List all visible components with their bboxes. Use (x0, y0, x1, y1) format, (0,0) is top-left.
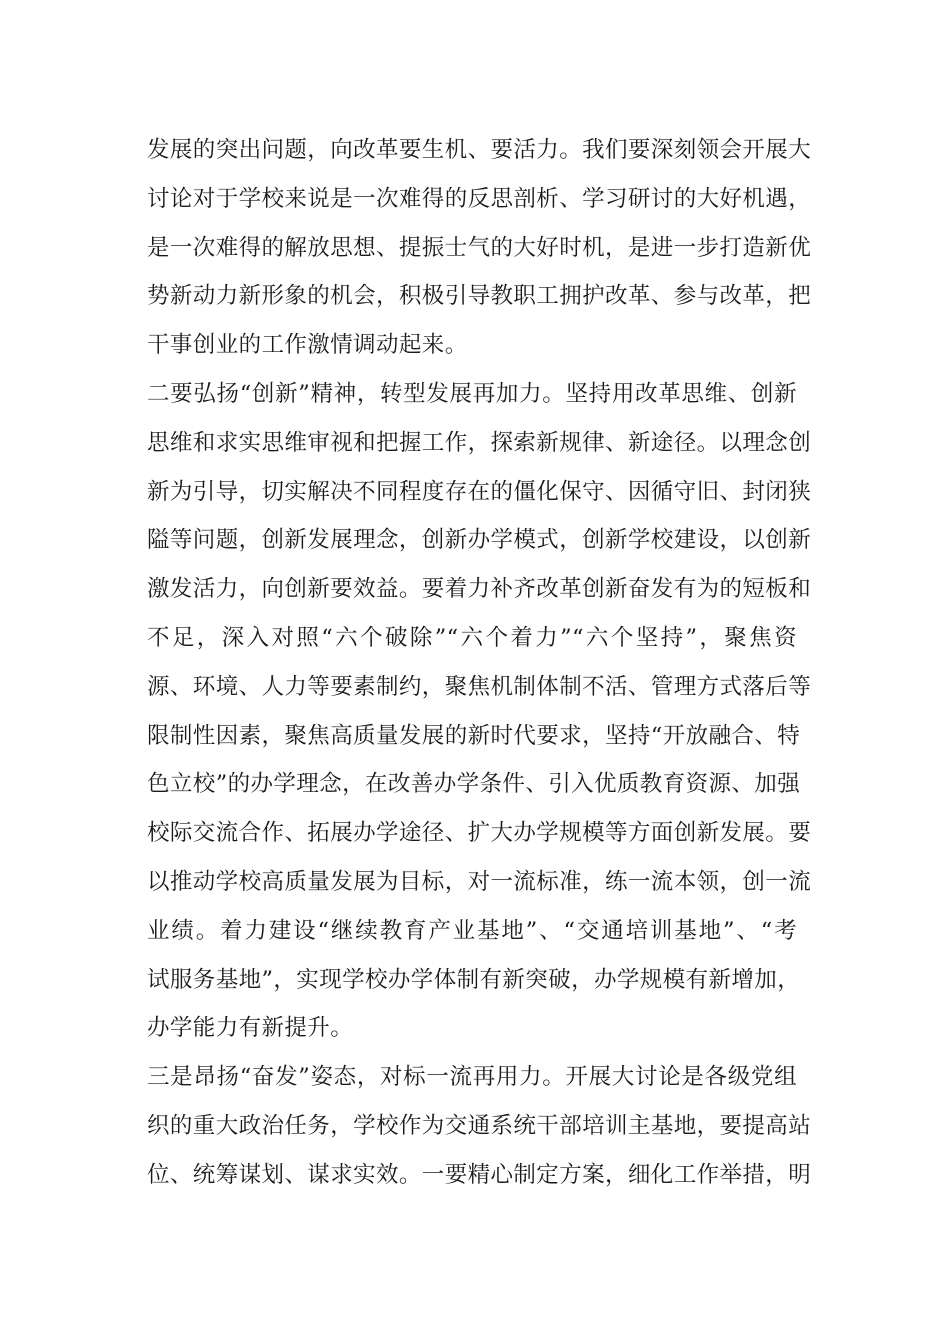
text-line: 织的重大政治任务，学校作为交通系统干部培训主基地，要提高站 (147, 1112, 812, 1139)
text-line: 以推动学校高质量发展为目标，对一流标准，练一流本领，创一流 (147, 868, 812, 895)
text-line: 新为引导，切实解决不同程度存在的僵化保守、因循守旧、封闭狭 (147, 478, 812, 505)
text-line: 激发活力，向创新要效益。要着力补齐改革创新奋发有为的短板和 (147, 576, 812, 603)
text-line: 干事创业的工作激情调动起来。 (147, 332, 468, 359)
text-line: 二要弘扬“创新”精神，转型发展再加力。坚持用改革思维、创新 (147, 380, 797, 407)
text-line: 思维和求实思维审视和把握工作，探索新规律、新途径。以理念创 (147, 429, 812, 456)
text-line: 源、环境、人力等要素制约，聚焦机制体制不活、管理方式落后等 (147, 673, 812, 700)
text-line: 业绩。着力建设“继续教育产业基地”、“交通培训基地”、“考 (147, 917, 797, 944)
text-line: 隘等问题，创新发展理念，创新办学模式，创新学校建设，以创新 (147, 527, 812, 554)
text-line: 办学能力有新提升。 (147, 1015, 354, 1042)
text-line: 色立校”的办学理念，在改善办学条件、引入优质教育资源、加强 (147, 771, 801, 798)
text-line: 位、统筹谋划、谋求实效。一要精心制定方案，细化工作举措，明 (147, 1161, 812, 1188)
text-line: 三是昂扬“奋发”姿态，对标一流再用力。开展大讨论是各级党组 (147, 1064, 797, 1091)
body-text (147, 126, 812, 1200)
text-line: 是一次难得的解放思想、提振士气的大好时机，是进一步打造新优 (147, 234, 812, 261)
text-line: 讨论对于学校来说是一次难得的反思剖析、学习研讨的大好机遇， (147, 185, 812, 212)
text-line: 校际交流合作、拓展办学途径、扩大办学规模等方面创新发展。要 (147, 820, 812, 847)
text-line: 发展的突出问题，向改革要生机、要活力。我们要深刻领会开展大 (147, 137, 812, 163)
text-line: 不足，深入对照“六个破除”“六个着力”“六个坚持”，聚焦资 (147, 624, 797, 651)
text-line: 限制性因素，聚焦高质量发展的新时代要求，坚持“开放融合、特 (147, 722, 801, 749)
text-line: 势新动力新形象的机会，积极引导教职工拥护改革、参与改革，把 (147, 283, 812, 310)
text-line: 试服务基地”，实现学校办学体制有新突破，办学规模有新增加， (147, 966, 801, 993)
